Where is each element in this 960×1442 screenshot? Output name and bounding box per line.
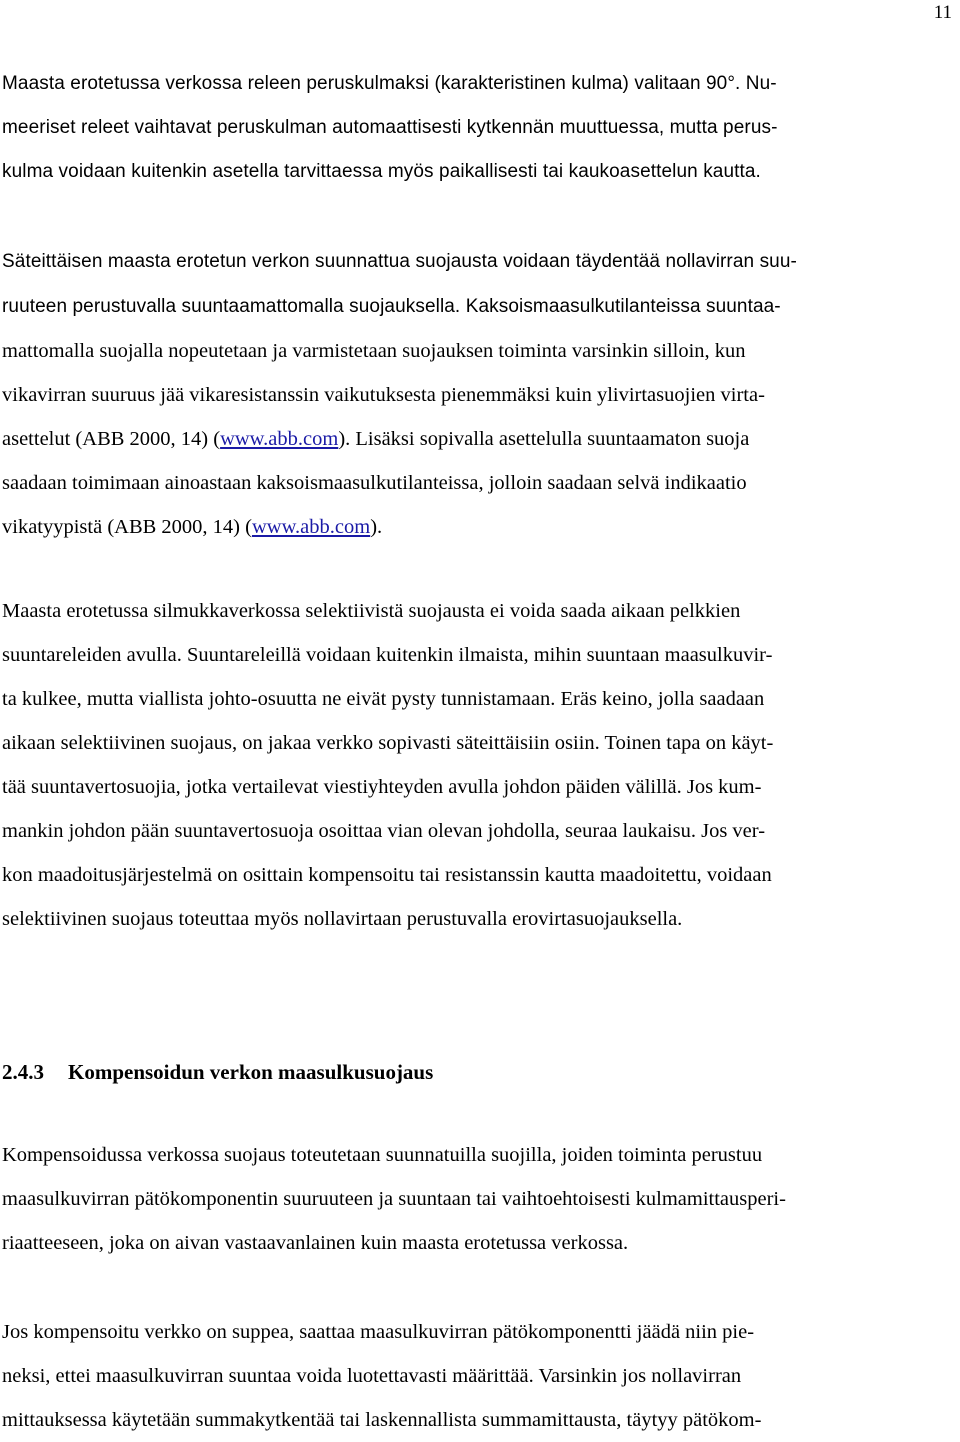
paragraph-5	[2, 1310, 942, 1442]
text-line	[2, 284, 942, 329]
page-number: 11	[933, 2, 952, 23]
text-segment: ). Lisäksi sopivalla asettelulla suuntaamaton suoja	[338, 428, 750, 450]
text-line: kon maadoitusjärjestelmä on osittain kompensoitu tai resistanssin kautta maadoitettu, voidaan	[2, 864, 772, 886]
text-line	[2, 505, 942, 549]
text-line: Säteittäisen maasta erotetun verkon suunnattua suojausta voidaan täydentää nollavirran suu-	[2, 251, 797, 272]
abb-link[interactable]: www.abb.com	[251, 516, 371, 538]
text-line: suuntareleiden avulla. Suuntareleillä voidaan kuitenkin ilmaista, mihin suuntaan maasulkuvir-	[2, 644, 773, 666]
text-segment: ruuteen perustuvalla suuntaamattomalla suojauksella.	[2, 296, 466, 317]
abb-link[interactable]: www.abb.com	[220, 428, 339, 450]
text-segment: ).	[370, 516, 383, 538]
text-line: tää suuntavertosuojia, jotka vertailevat viestiyhteyden avulla johdon päiden välillä. Jos kum-	[2, 776, 762, 798]
text-line: selektiivinen suojaus toteuttaa myös nollavirtaan perustuvalla erovirtasuojauksella.	[2, 908, 683, 930]
paragraph-4	[2, 1133, 942, 1265]
text-line: Maasta erotetussa verkossa releen peruskulmaksi (karakteristinen kulma) valitaan 90°. Nu-	[2, 73, 777, 94]
text-line: Kompensoidussa verkossa suojaus toteutetaan suunnatuilla suojilla, joiden toiminta perustuu	[2, 1144, 763, 1166]
text-line: mittauksessa käytetään summakytkentää tai laskennallista summamittausta, täytyy pätökom-	[2, 1409, 762, 1431]
text-line: meeriset releet vaihtavat peruskulman automaattisesti kytkennän muuttuessa, mutta perus-	[2, 117, 778, 138]
text-line: aikaan selektiivinen suojaus, on jakaa verkko sopivasti säteittäisiin osiin. Toinen tapa on käyt-	[2, 732, 774, 754]
section-number: 2.4.3	[2, 1060, 44, 1084]
section-title: Kompensoidun verkon maasulkusuojaus	[68, 1060, 434, 1084]
text-line: ta kulkee, mutta viallista johto-osuutta ne eivät pysty tunnistamaan. Eräs keino, jolla saadaan	[2, 688, 765, 710]
text-line: mankin johdon pään suuntavertosuoja osoittaa vian olevan johdolla, seuraa laukaisu. Jos ver-	[2, 820, 766, 842]
paragraph-1	[2, 62, 942, 194]
text-line: kulma voidaan kuitenkin asetella tarvittaessa myös paikallisesti tai kaukoasettelun kautta.	[2, 161, 761, 182]
text-segment: vikatyypistä (ABB 2000, 14) (	[2, 516, 252, 538]
section-heading	[2, 1060, 433, 1085]
paragraph-2	[2, 240, 942, 549]
text-line: Jos kompensoitu verkko on suppea, saattaa maasulkuvirran pätökomponentti jäädä niin pie-	[2, 1321, 755, 1343]
text-segment: asettelut (ABB 2000, 14) (	[2, 428, 221, 450]
text-line: riaatteeseen, joka on aivan vastaavanlainen kuin maasta erotetussa verkossa.	[2, 1232, 629, 1254]
text-segment: Kaksoismaasulkutilanteissa suuntaa-	[465, 296, 781, 317]
paragraph-3	[2, 589, 942, 941]
text-line: saadaan toimimaan ainoastaan kaksoismaasulkutilanteissa, jolloin saadaan selvä indikaatio	[2, 472, 747, 494]
text-line: maasulkuvirran pätökomponentin suuruuteen ja suuntaan tai vaihtoehtoisesti kulmamittausperi-	[2, 1188, 786, 1210]
text-line	[2, 417, 942, 461]
text-line: Maasta erotetussa silmukkaverkossa selektiivistä suojausta ei voida saada aikaan pelkkien	[2, 600, 741, 622]
text-line: neksi, ettei maasulkuvirran suuntaa voida luotettavasti määrittää. Varsinkin jos nollavirran	[2, 1365, 742, 1387]
text-line: mattomalla suojalla nopeutetaan ja varmistetaan suojauksen toiminta varsinkin silloin, kun	[2, 340, 746, 362]
text-line: vikavirran suuruus jää vikaresistanssin vaikutuksesta pienemmäksi kuin ylivirtasuojien virta-	[2, 384, 765, 406]
